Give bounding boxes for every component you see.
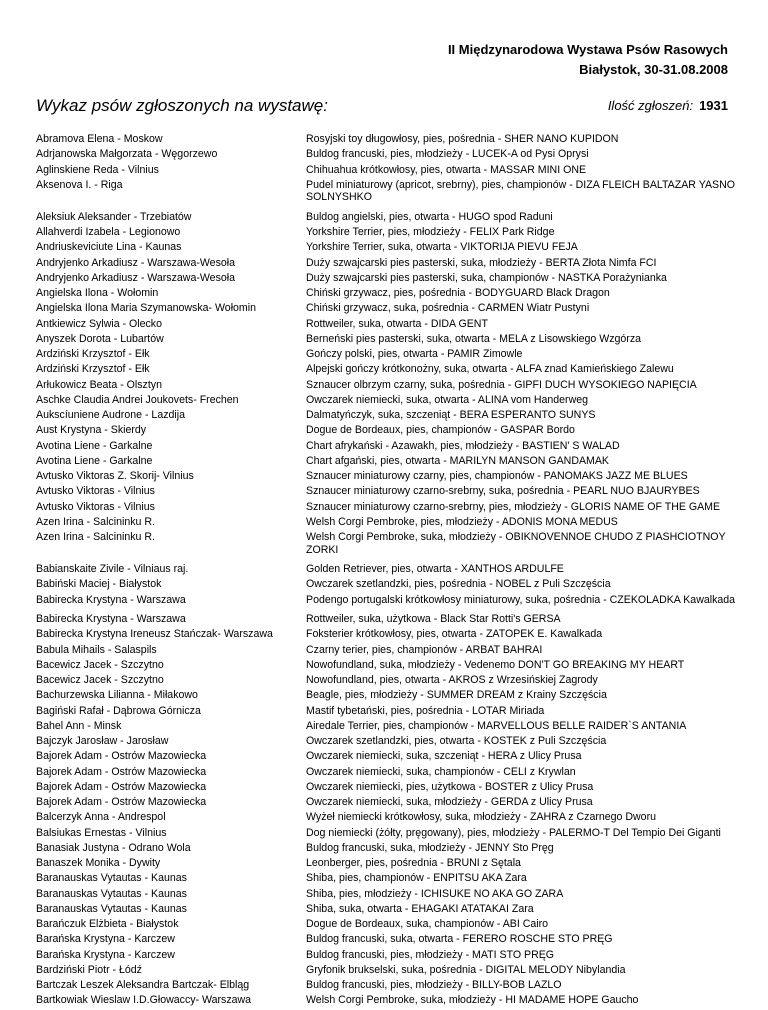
list-item: [36, 394, 736, 407]
list-item: [36, 888, 736, 901]
dog-entry: Mastif tybetański, pies, pośrednia - LOTAR Miriada: [306, 704, 545, 717]
dog-entry: Buldog francuski, suka, młodzieży - JENNY Sto Pręg: [306, 841, 554, 854]
list-item: [36, 994, 736, 1007]
list-item: [36, 211, 736, 224]
list-item: [36, 455, 736, 468]
list-item: [36, 148, 736, 161]
list-item: [36, 705, 736, 718]
dog-entry: Yorkshire Terrier, suka, otwarta - VIKTORIJA PIEVU FEJA: [306, 241, 578, 254]
exhibitor-name: Ardziński Krzysztof - Ełk: [36, 363, 150, 376]
dog-entry: Sznaucer miniaturowy czarno-srebrny, suka, pośrednia - PEARL NUO BJAURYBES: [306, 485, 700, 498]
dog-entry: Gończy polski, pies, otwarta - PAMIR Zimowle: [306, 348, 523, 360]
exhibitor-name: Andriuskeviciute Lina - Kaunas: [36, 241, 182, 254]
list-item: [36, 659, 736, 672]
exhibitor-name: Anyszek Dorota - Lubartów: [36, 332, 164, 345]
dog-entry: Chart afgański, pies, otwarta - MARILYN MANSON GANDAMAK: [306, 454, 609, 467]
dog-entry: Duży szwajcarski pies pasterski, suka, championów - NASTKA Porażynianka: [306, 271, 667, 284]
list-item: [36, 424, 736, 437]
exhibitor-name: Balcerzyk Anna - Andrespol: [36, 811, 166, 824]
list-item: [36, 531, 736, 556]
dog-entry: Welsh Corgi Pembroke, pies, młodzieży - ADONIS MONA MEDUS: [306, 515, 618, 528]
exhibitor-name: Aukscíuniene Audrone - Lazdija: [36, 409, 186, 421]
dog-entry: Owczarek szetlandzki, pies, pośrednia - NOBEL z Puli Szczęścia: [306, 578, 611, 591]
exhibitor-name: Aschke Claudia Andrei Joukovets- Frechen: [36, 393, 239, 406]
list-item: [36, 933, 736, 946]
list-item: [36, 842, 736, 855]
list-item: [36, 781, 736, 794]
exhibitor-name: Bahel Ann - Minsk: [36, 719, 122, 732]
dog-entry: Buldog francuski, pies, młodzieży - MATI STO PRĘG: [306, 948, 555, 961]
exhibitor-name: Bajorek Adam - Ostrów Mazowiecka: [36, 796, 207, 808]
exhibitor-name: Bajczyk Jarosław - Jarosław: [36, 735, 169, 747]
dog-entry: Alpejski gończy krótkonożny, suka, otwarta - ALFA znad Kamieńskiego Zalewu: [306, 363, 674, 376]
list-item: [36, 363, 736, 376]
dog-entry: Owczarek niemiecki, suka, młodzieży - GERDA z Ulicy Prusa: [306, 796, 593, 808]
dog-entry: Leonberger, pies, pośrednia - BRUNI z Sętala: [306, 857, 521, 869]
list-subheader: [36, 96, 728, 116]
dog-entry: Pudel miniaturowy (apricot, srebrny), pies, championów - DIZA FLEICH BALTAZAR YASNO SOLNYSHKO: [306, 178, 735, 204]
dog-entry: Owczarek niemiecki, suka, otwarta - ALINA vom Handerweg: [306, 393, 589, 406]
list-item: [36, 470, 736, 483]
exhibitor-name: Angielska Ilona - Wołomin: [36, 287, 159, 299]
entries-list: [36, 133, 736, 1010]
dog-entry: Owczarek niemiecki, suka, szczeniąt - HERA z Ulicy Prusa: [306, 750, 582, 763]
list-item: [36, 674, 736, 687]
show-place-date: Białystok, 30-31.08.2008: [579, 62, 728, 77]
dog-entry: Czarny terier, pies, championów - ARBAT BAHRAI: [306, 643, 543, 656]
exhibitor-name: Baranauskas Vytautas - Kaunas: [36, 872, 187, 885]
list-item: [36, 578, 736, 591]
exhibitor-name: Babula Mihails - Salaspils: [36, 643, 157, 656]
dog-entry: Dogue de Bordeaux, pies, championów - GASPAR Bordo: [306, 424, 575, 437]
dog-entry: Rottweiler, suka, użytkowa - Black Star Rotti's GERSA: [306, 613, 561, 625]
list-item: [36, 226, 736, 239]
exhibitor-name: Avtusko Viktoras - Vilnius: [36, 485, 155, 498]
list-item: [36, 750, 736, 763]
exhibitor-name: Bartczak Leszek Aleksandra Bartczak- Elbląg: [36, 979, 250, 991]
exhibitor-name: Angielska Ilona Maria Szymanowska- Wołomin: [36, 302, 257, 315]
list-item: [36, 979, 736, 992]
entries-count-value: 1931: [699, 98, 728, 113]
exhibitor-name: Bacewicz Jacek - Szczytno: [36, 674, 164, 686]
show-title: II Międzynarodowa Wystawa Psów Rasowych: [447, 42, 728, 57]
exhibitor-name: Bajorek Adam - Ostrów Mazowiecka: [36, 780, 207, 793]
dog-entry: Golden Retriever, pies, otwarta - XANTHOS ARDULFE: [306, 563, 564, 575]
list-item: [36, 857, 736, 870]
list-item: [36, 964, 736, 977]
list-item: [36, 348, 736, 361]
exhibitor-name: Baranauskas Vytautas - Kaunas: [36, 902, 187, 915]
exhibitor-name: Bajorek Adam - Ostrów Mazowiecka: [36, 765, 207, 778]
exhibitor-name: Avtusko Viktoras - Vilnius: [36, 500, 155, 513]
list-item: [36, 272, 736, 285]
exhibitor-name: Aglinskiene Reda - Vilnius: [36, 163, 159, 176]
exhibitor-name: Aust Krystyna - Skierdy: [36, 424, 147, 437]
dog-entry: Sznaucer olbrzym czarny, suka, pośrednia - GIPFI DUCH WYSOKIEGO NAPIĘCIA: [306, 378, 697, 391]
dog-entry: Owczarek niemiecki, suka, championów - CELI z Krywlan: [306, 765, 576, 778]
list-item: [36, 440, 736, 453]
dog-entry: Rottweiler, suka, otwarta - DIDA GENT: [306, 317, 488, 330]
list-item: [36, 918, 736, 931]
list-item: [36, 594, 736, 607]
exhibitor-name: Adrjanowska Małgorzata - Węgorzewo: [36, 148, 218, 161]
dog-entry: Shiba, pies, młodzieży - ICHISUKE NO AKA GO ZARA: [306, 887, 564, 900]
exhibitor-name: Bacewicz Jacek - Szczytno: [36, 658, 164, 671]
exhibitor-name: Babiński Maciej - Białystok: [36, 578, 162, 591]
exhibitor-name: Babirecka Krystyna - Warszawa: [36, 613, 186, 625]
exhibitor-name: Babirecka Krystyna Ireneusz Stańczak- Warszawa: [36, 628, 273, 641]
list-item: [36, 257, 736, 270]
dog-entry: Welsh Corgi Pembroke, suka, młodzieży - OBIKNOVENNOE CHUDO Z PIASHCIOTNOY ZORKI: [306, 531, 726, 556]
page-header: [448, 40, 728, 80]
exhibitor-name: Babianskaite Zivile - Vilniaus raj.: [36, 563, 189, 575]
list-item: [36, 689, 736, 702]
dog-entry: Chiński grzywacz, pies, pośrednia - BODYGUARD Black Dragon: [306, 287, 610, 299]
dog-entry: Sznaucer miniaturowy czarny, pies, championów - PANOMAKS JAZZ ME BLUES: [306, 470, 688, 482]
exhibitor-name: Banaszek Monika - Dywity: [36, 857, 161, 869]
list-item: [36, 409, 736, 422]
dog-entry: Buldog angielski, pies, otwarta - HUGO spod Raduni: [306, 210, 553, 223]
exhibitor-name: Avotina Liene - Garkalne: [36, 439, 153, 452]
list-item: [36, 179, 736, 204]
dog-entry: Chiński grzywacz, suka, pośrednia - CARMEN Wiatr Pustyni: [306, 302, 590, 315]
dog-entry: Podengo portugalski krótkowłosy miniaturowy, suka, pośrednia - CZEKOLADKA Kawalkada: [306, 593, 736, 606]
exhibitor-name: Aksenova I. - Riga: [36, 178, 123, 191]
dog-entry: Dog niemiecki (żółty, pręgowany), pies, młodzieży - PALERMO-T Del Tempio Dei Giganti: [306, 826, 721, 839]
list-item: [36, 287, 736, 300]
dog-entry: Chihuahua krótkowłosy, pies, otwarta - MASSAR MINI ONE: [306, 163, 587, 176]
list-item: [36, 302, 736, 315]
dog-entry: Buldog francuski, suka, otwarta - FERERO ROSCHE STO PRĘG: [306, 933, 613, 946]
dog-entry: Nowofundland, suka, młodzieży - Vedenemo DON'T GO BREAKING MY HEART: [306, 658, 685, 671]
dog-entry: Dalmatyńczyk, suka, szczeniąt - BERA ESPERANTO SUNYS: [306, 409, 596, 421]
list-item: [36, 903, 736, 916]
list-item: [36, 241, 736, 254]
list-item: [36, 613, 736, 626]
dog-entry: Foksterier krótkowłosy, pies, otwarta - ZATOPEK E. Kawalkada: [306, 628, 603, 641]
list-item: [36, 628, 736, 641]
dog-entry: Welsh Corgi Pembroke, suka, młodzieży - HI MADAME HOPE Gaucho: [306, 994, 639, 1007]
dog-entry: Owczarek niemiecki, pies, użytkowa - BOSTER z Ulicy Prusa: [306, 780, 594, 793]
exhibitor-name: Babirecka Krystyna - Warszawa: [36, 593, 186, 606]
dog-entry: Chart afrykański - Azawakh, pies, młodzieży - BASTIEN' S WALAD: [306, 439, 620, 452]
exhibitor-name: Barańska Krystyna - Karczew: [36, 948, 175, 961]
dog-entry: Buldog francuski, pies, młodzieży - BILLY-BOB LAZLO: [306, 979, 562, 991]
exhibitor-name: Barańska Krystyna - Karczew: [36, 933, 175, 946]
exhibitor-name: Avtusko Viktoras Z. Skorij- Vilnius: [36, 470, 194, 482]
dog-entry: Shiba, suka, otwarta - EHAGAKI ATATAKAI Zara: [306, 902, 534, 915]
exhibitor-name: Bachurzewska Lilianna - Miłakowo: [36, 689, 198, 702]
list-item: [36, 563, 736, 576]
list-item: [36, 379, 736, 392]
list-item: [36, 501, 736, 514]
exhibitor-name: Antkiewicz Sylwia - Olecko: [36, 317, 162, 330]
dog-entry: Dogue de Bordeaux, suka, championów - ABI Cairo: [306, 918, 549, 930]
list-item: [36, 644, 736, 657]
dog-entry: Wyżeł niemiecki krótkowłosy, suka, młodzieży - ZAHRA z Czarnego Dworu: [306, 811, 656, 824]
list-item: [36, 766, 736, 779]
list-title: Wykaz psów zgłoszonych na wystawę:: [36, 96, 328, 115]
dog-entry: Buldog francuski, pies, młodzieży - LUCEK-A od Pysi Oprysi: [306, 148, 589, 161]
exhibitor-name: Baranauskas Vytautas - Kaunas: [36, 887, 187, 900]
list-item: [36, 318, 736, 331]
exhibitor-name: Andryjenko Arkadiusz - Warszawa-Wesoła: [36, 271, 235, 284]
exhibitor-name: Azen Irina - Salcininku R.: [36, 531, 155, 543]
dog-entry: Nowofundland, pies, otwarta - AKROS z Wrzesińskiej Zagrody: [306, 674, 598, 686]
list-item: [36, 827, 736, 840]
dog-entry: Rosyjski toy długowłosy, pies, pośrednia - SHER NANO KUPIDON: [306, 133, 619, 145]
list-item: [36, 872, 736, 885]
exhibitor-name: Bardziński Piotr - Łódź: [36, 963, 142, 976]
list-item: [36, 720, 736, 733]
list-item: [36, 796, 736, 809]
list-item: [36, 735, 736, 748]
list-item: [36, 333, 736, 346]
dog-entry: Gryfonik brukselski, suka, pośrednia - DIGITAL MELODY Nibylandia: [306, 963, 626, 976]
exhibitor-name: Azen Irina - Salcininku R.: [36, 515, 155, 528]
exhibitor-name: Bartkowiak Wieslaw I.D.Głowaccy- Warszawa: [36, 994, 252, 1007]
list-item: [36, 485, 736, 498]
dog-entry: Airedale Terrier, pies, championów - MARVELLOUS BELLE RAIDER`S ANTANIA: [306, 719, 687, 732]
list-item: [36, 164, 736, 177]
dog-entry: Beagle, pies, młodzieży - SUMMER DREAM z Krainy Szczęścia: [306, 689, 607, 702]
exhibitor-name: Arłukowicz Beata - Olsztyn: [36, 378, 162, 391]
exhibitor-name: Abramova Elena - Moskow: [36, 133, 163, 145]
dog-entry: Sznaucer miniaturowy czarno-srebrny, pies, młodzieży - GLORIS NAME OF THE GAME: [306, 500, 721, 513]
list-item: [36, 811, 736, 824]
dog-entry: Yorkshire Terrier, pies, młodzieży - FELIX Park Ridge: [306, 226, 555, 238]
list-item: [36, 949, 736, 962]
exhibitor-name: Andryjenko Arkadiusz - Warszawa-Wesoła: [36, 256, 235, 269]
exhibitor-name: Aleksiuk Aleksander - Trzebiatów: [36, 210, 192, 223]
exhibitor-name: Banasiak Justyna - Odrano Wola: [36, 841, 191, 854]
exhibitor-name: Balsiukas Ernestas - Vilnius: [36, 826, 167, 839]
entries-count-label: Ilość zgłoszeń:: [607, 98, 694, 113]
list-item: [36, 516, 736, 529]
dog-entry: Owczarek szetlandzki, pies, otwarta - KOSTEK z Puli Szczęścia: [306, 735, 607, 747]
exhibitor-name: Ardziński Krzysztof - Ełk: [36, 348, 150, 360]
list-item: [36, 133, 736, 146]
exhibitor-name: Avotina Liene - Garkalne: [36, 454, 153, 467]
dog-entry: Duży szwajcarski pies pasterski, suka, młodzieży - BERTA Złota Nimfa FCI: [306, 256, 657, 269]
exhibitor-name: Allahverdi Izabela - Legionowo: [36, 226, 181, 238]
dog-entry: Shiba, pies, championów - ENPITSU AKA Zara: [306, 872, 527, 885]
entries-count-block: [608, 98, 728, 113]
exhibitor-name: Bagiński Rafał - Dąbrowa Górnicza: [36, 704, 201, 717]
exhibitor-name: Bajorek Adam - Ostrów Mazowiecka: [36, 750, 207, 763]
dog-entry: Berneński pies pasterski, suka, otwarta - MELA z Lisowskiego Wzgórza: [306, 332, 642, 345]
exhibitor-name: Barańczuk Elżbieta - Białystok: [36, 918, 179, 930]
